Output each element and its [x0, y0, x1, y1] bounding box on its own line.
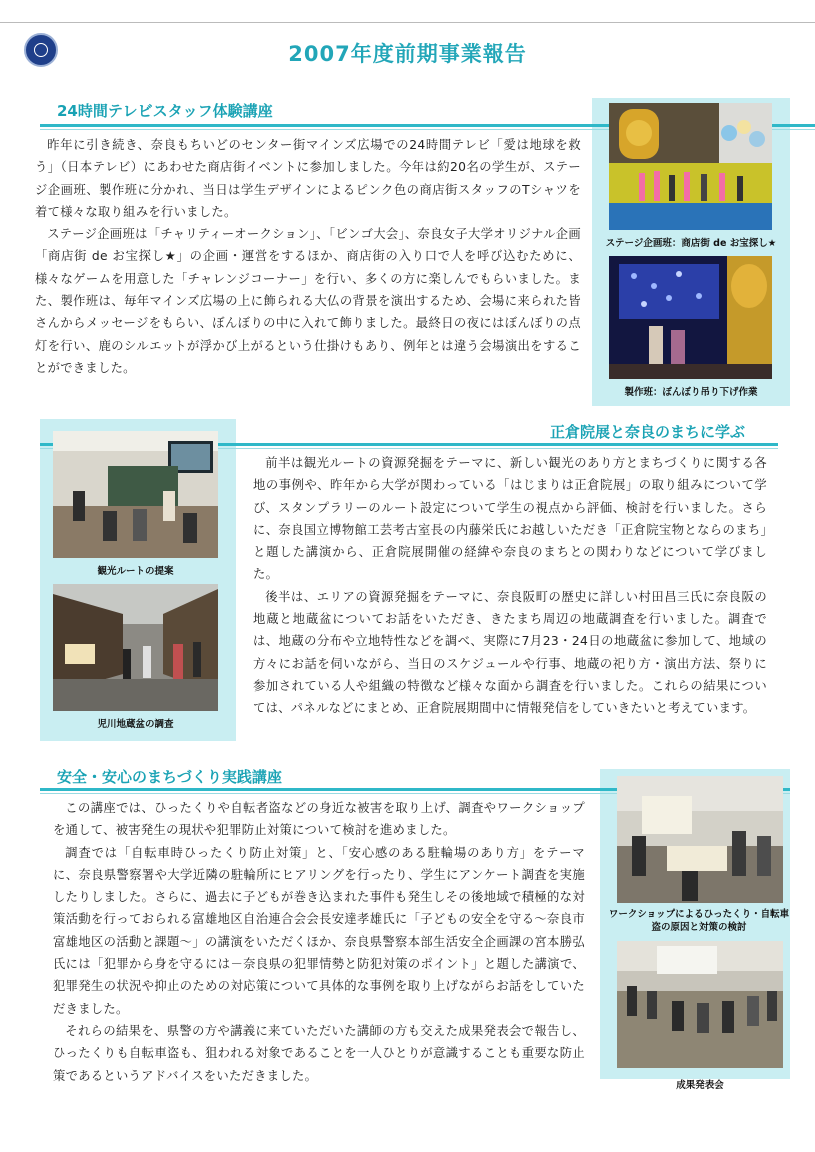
- photo-stage-event: [609, 103, 772, 230]
- section-body-3: [53, 797, 585, 1087]
- top-divider: [0, 22, 815, 23]
- page-title: 2007年度前期事業報告: [288, 42, 527, 66]
- photo-bonbori-work: [609, 256, 772, 379]
- photo-caption: 観光ルートの提案: [97, 566, 174, 577]
- photo-presentation: [617, 941, 783, 1068]
- photo-jizo-street: [53, 584, 218, 711]
- photo-caption: 成果発表会: [676, 1080, 724, 1091]
- photo-caption: ステージ企画班：商店街 de お宝探し★: [605, 238, 777, 249]
- photo-caption: 児川地蔵盆の調査: [97, 719, 174, 730]
- photo-classroom: [53, 431, 218, 558]
- paragraph: 後半は、エリアの資源発掘をテーマに、奈良阪町の歴史に詳しい村田昌三氏に奈良阪の地蔵と地蔵盆についてお話をいただき、きたまち周辺の地蔵調査を行いました。調査では、地蔵の分布や立地特性などを調べ、実際に7月23・24日の地蔵盆に参加して、地域の方々にお話を伺いながら、当日のスケジュールや行事、地蔵の祀り方・演出方法、祭りに参加されている人や組織の特徴など様々な面から調査を行いました。これらの結果については、パネルなどにまとめ、正倉院展期間中に情報発信をしていきたいと考えています。: [253, 589, 767, 716]
- section-title-3: 安全・安心のまちづくり実践講座: [57, 768, 282, 786]
- paragraph: 調査では「自転車時ひったくり防止対策」と、「安心感のある駐輪場のあり方」をテーマに、奈良県警察署や大学近隣の駐輪所にヒアリングを行ったり、学生にアンケート調査を実施したりしました。さらに、過去に子どもが巻き込まれた事件も発生しその後地域で積極的な対策活動を行っておられる富雄地区自治連合会会長安達孝雄氏に「子どもの安全を守る～奈良市富雄地区の活動と課題～」の講演をいただくほか、奈良県警察本部生活安全企画課の宮本勝弘氏には「犯罪から身を守るには－奈良県の犯罪情勢と防犯対策のポイント」と題した講演で、犯罪発生の状況や抑止のための対応策について具体的な事例を取り上げながらお話をしていただきました。: [53, 845, 585, 1016]
- section-title-2: 正倉院展と奈良のまちに学ぶ: [550, 423, 746, 441]
- photo-caption: 製作班：ぼんぼり吊り下げ作業: [624, 387, 758, 398]
- paragraph: それらの結果を、県警の方や講義に来ていただいた講師の方も交えた成果発表会で報告し、ひったくりも自転車盗も、狙われる対象であることを一人ひとりが意識することも重要な防止策であるというアドバイスをいただきました。: [53, 1023, 585, 1083]
- section-body-1: [35, 134, 581, 379]
- paragraph: 昨年に引き続き、奈良もちいどのセンター街マインズ広場での24時間テレビ「愛は地球を救う」（日本テレビ）にあわせた商店街イベントに参加しました。今年は約20名の学生が、ステージ企画班、製作班に分かれ、当日は学生デザインによるピンク色の商店街スタッフのTシャツを着て様々な取り組みを行いました。: [35, 138, 581, 219]
- section-body-2: [253, 452, 767, 720]
- paragraph: 前半は観光ルートの資源発掘をテーマに、新しい観光のあり方とまちづくりに関する各地の事例や、昨年から大学が関わっている「はじまりは正倉院展」の取り組みについて学び、スタンプラリーのルート設定について学生の視点から評価、検討を行いました。さらに、奈良国立博物館工芸考古室長の内藤栄氏にお越しいただき「正倉院宝物とならのまち」と題した講演から、正倉院展開催の経緯や奈良のまちとの関わりなどについて学びました。: [253, 456, 767, 582]
- photo-workshop: [617, 776, 783, 903]
- paragraph: ステージ企画班は「チャリティーオークション」、「ビンゴ大会」、奈良女子大学オリジナル企画「商店街 de お宝探し★」の企画・運営をするほか、商店街の入り口で人を呼び込むために、様々なゲームを用意した「チャレンジコーナー」を行い、多くの方に楽しんでもらいました。また、製作班は、毎年マインズ広場の上に飾られる大仏の背景を演出するため、会場に来られた皆さんからメッセージをもらい、ぼんぼりの中に入れて飾りました。最終日の夜にはぼんぼりの点灯を行い、鹿のシルエットが浮かび上がるという仕掛けもあり、例年とは違う会場演出をすることができました。: [35, 227, 581, 375]
- photo-caption: ワークショップによるひったくり・自転車盗の原因と対策の検討: [608, 909, 790, 933]
- section-title-1: 24時間テレビスタッフ体験講座: [57, 102, 273, 120]
- paragraph: この講座では、ひったくりや自転者盗などの身近な被害を取り上げ、調査やワークショップを通して、被害発生の現状や犯罪防止対策について検討を進めました。: [53, 801, 585, 838]
